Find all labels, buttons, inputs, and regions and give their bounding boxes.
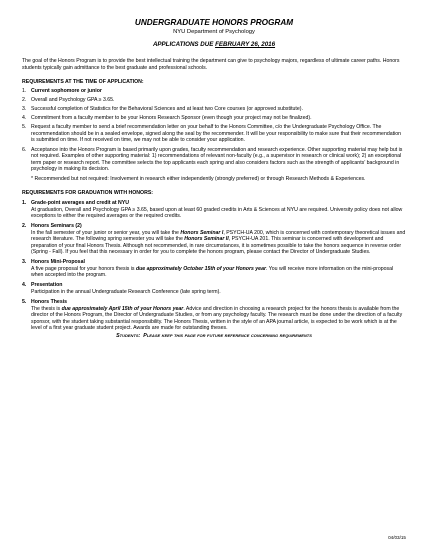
revision-date: 04/03/15 <box>388 535 406 540</box>
item-heading: Grade-point averages and credit at NYU <box>31 200 130 207</box>
list-item: 5. Request a faculty member to send a brief recommendation letter on your behalf to the Honors Committee, c/o the Undergraduate Psychology Office. The recommendation should be in a sealed envelope, signed along the seal by the recommender. It will be your responsibility to make sure that their recommendation is submitted on time. If not received on time, we may not be able to consider your application. <box>22 124 401 144</box>
list-item: 1. Grade-point averages and credit at NYU At graduation, Overall and Psychology GPA ≥ 3.65, based upon at least 60 graded credits in Arts & Sciences at NYU are required. University policy does not allow exceptions to either the required averages or the required credits. <box>22 200 403 220</box>
list-item: 1. Current sophomore or junior <box>22 88 102 95</box>
document-header <box>22 18 406 49</box>
item-heading: Honors Seminars (2) <box>31 223 82 230</box>
graduation-requirements-list <box>22 200 406 331</box>
due-date: FEBRUARY 26, 2016 <box>215 41 276 48</box>
item-heading: Presentation <box>31 282 63 289</box>
page-title: UNDERGRADUATE HONORS PROGRAM <box>134 18 294 27</box>
department-name: NYU Department of Psychology <box>173 29 255 35</box>
graduation-requirements-heading: REQUIREMENTS FOR GRADUATION WITH HONORS: <box>22 190 154 197</box>
keep-page-notice <box>22 333 406 340</box>
intro-paragraph: The goal of the Honors Program is to provide the best intellectual training the department can give to psychology majors, regardless of ultimate career paths. Honors students typically gain admittance to the best graduate and professional schools. <box>22 58 400 71</box>
list-item: 4. Presentation Participation in the annual Undergraduate Research Conference (late spring term). <box>22 282 221 295</box>
list-item: 3. Honors Mini-Proposal A five page proposal for your honors thesis is due approximately October 15th of your Honors year. You will receive more information on the mini-proposal when accepted into the program. <box>22 259 394 279</box>
list-item: 2. Honors Seminars (2) In the fall semester of your junior or senior year, you will take the Honors Seminar I, PSYCH-UA 200, which is concerned with contemporary theoretical issues and research literature. The following spring semester you will take the Honors Seminar II, PSYCH-UA 201. This seminar is concerned with development and preparation of your final Honors Thesis. Although not recommended, in rare circumstances, it is sometimes possible to take the honors sequence in reverse order (Spring - Fall). If you feel that this necessary in order for you to complete the honors program, please contact the Director of Undergraduate Studies. <box>22 223 406 256</box>
list-item: 4. Commitment from a faculty member to be your Honors Research Sponsor (even though your project may not be finalized). <box>22 115 312 122</box>
application-requirements-list <box>22 88 406 172</box>
list-item: 3. Successful completion of Statistics for the Behavioral Sciences and at least two Core courses (or approved substitute). <box>22 106 303 113</box>
due-prefix: APPLICATIONS DUE <box>152 41 216 48</box>
students-label: Students: <box>116 332 141 339</box>
list-item: 6. Acceptance into the Honors Program is based primarily upon grades, faculty recommendation and research experience. Other supporting material may help but is not required. Examples of other supporting material: 1) recommendations of relevant non-faculty (e.g., a supervisor in research or clinical work); 2) an exceptional term paper or research report. The committee selects the top applicants each spring and also considers factors such as the strength of applicants’ background in psychology in making its decision. <box>22 146 403 173</box>
application-requirements-heading: REQUIREMENTS AT THE TIME OF APPLICATION: <box>22 79 144 85</box>
due-date-line <box>22 41 406 49</box>
item-heading: Honors Thesis <box>31 299 68 306</box>
keep-page-text: Please keep this page for future reference concerning requirements <box>143 332 312 339</box>
item-heading: Honors Mini-Proposal <box>31 259 85 266</box>
list-item: 2. Overall and Psychology GPA ≥ 3.65. <box>22 97 115 104</box>
list-item: 5. Honors Thesis The thesis is due approximately April 15th of your Honors year. Advice and direction in choosing a research project for the honors thesis is available from the director of the Honors Program, the Director of Undergraduate Studies, or from any psychology faculty. The research must be done under the direction of a faculty sponsor, with the student taking substantial responsibility. The Honors Thesis, written in the style of an APA journal article, is expected to be work which is at the level of a first year graduate student project. Awards are made for outstanding theses. <box>22 299 403 332</box>
recommendation-note: * Recommended but not required: Involvement in research either independently (strongly preferred) or through Research Methods & Experiences. <box>31 175 366 182</box>
